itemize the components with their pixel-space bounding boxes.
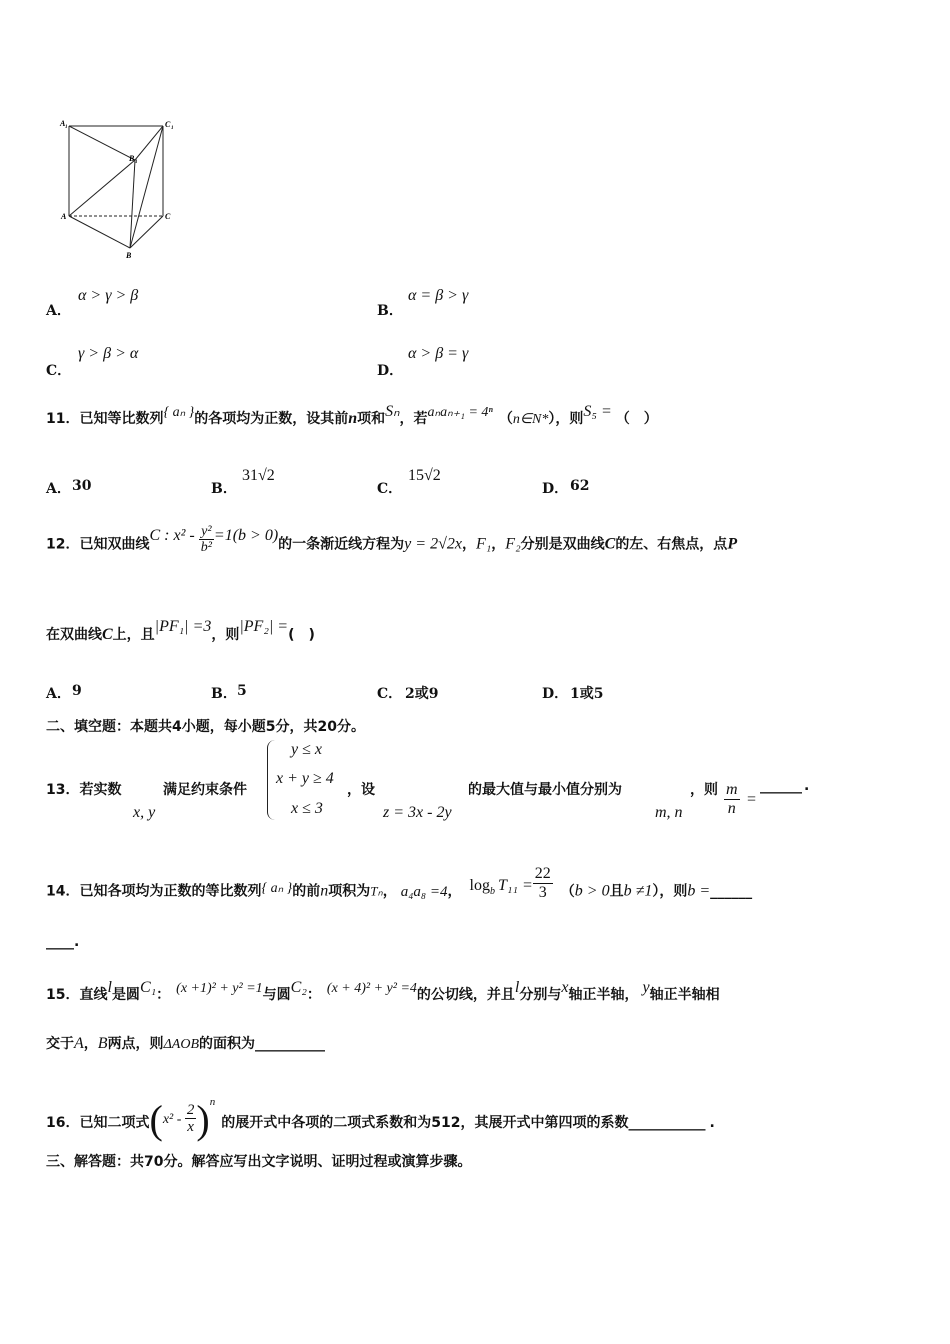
q14-blank-2[interactable]: ____. [46,934,80,950]
q13-fraction-den: n [727,799,736,817]
q14-text-8: ），则 [652,883,688,900]
section-2-heading: 二、填空题：本题共4小题，每小题5分，共20分。 [46,719,365,735]
q10-option-d-label: D． [377,363,404,379]
q13-text-4: 的最大值与最小值分别为 [468,782,622,798]
q11-option-d-label: D． [542,481,569,497]
q14-fraction-num: 22 [534,865,551,882]
q14-a4a8: a₄a₈ =4 [400,883,448,900]
q15-line2-text-1: 交于 [46,1036,74,1052]
q11-text-7: （ ） [615,411,658,427]
q14-sequence: { aₙ } [261,880,293,896]
label-A1-sub: 1 [65,125,68,130]
q11-n: n [348,410,358,427]
q14-tn: Tₙ [370,883,383,899]
q13-fraction-num: m [726,781,738,798]
q11-sn: Sₙ [385,403,400,420]
q13-equals: = [747,791,757,808]
q11-text-1: 11．已知等比数列 [46,411,164,427]
q10-option-a-expr: α > γ > β [78,287,139,304]
q12-line2-text-4: ( ) [288,627,315,643]
q15-line2-text-3: 两点，则 [107,1036,164,1052]
q13-text-2: 满足约束条件 [163,782,247,798]
q13-constraint-1: y ≤ x [291,741,322,758]
q15-y: y [642,979,650,996]
q13-system-brace [267,740,276,820]
q12-text-4: ， [491,536,506,553]
q10-option-c-label: C． [46,363,72,379]
q11-text-3: 项和 [357,411,386,427]
q15-text-1: 15．直线 [46,987,108,1003]
q12-fraction-den: b² [200,540,212,556]
q11-option-c-value: 15√2 [408,467,441,484]
q15-b: B [97,1035,108,1052]
q16-x2: x² - [162,1112,185,1127]
q12-p: P [727,535,738,553]
q11-option-a-label: A． [46,481,71,497]
q12-option-a-value: 9 [72,683,82,699]
q14-text-1: 14．已知各项均为正数的等比数列 [46,883,262,900]
q12-option-a-label: A． [46,686,71,702]
label-B: B [126,251,132,260]
q15-triangle: ΔAOB [163,1037,199,1052]
q16-text-1: 16．已知二项式 [46,1115,150,1131]
q15-l: l [107,979,112,996]
q12-line2-text-3: ，则 [211,627,240,643]
q11-condition: aₙaₙ₊₁ = 4ⁿ [427,405,493,420]
q13-z: z = 3x - 2y [383,804,452,821]
q10-option-b-expr: α = β > γ [408,287,469,304]
q12-option-d-label: D． [542,686,569,702]
q13-text-1: 13．若实数 [46,782,122,798]
q16-fraction-num: 2 [186,1101,195,1118]
q16-paren-close: ) [196,1097,210,1142]
q10-option-c-expr: γ > β > α [78,345,139,362]
q13-end: . [804,778,810,794]
q12-line2-text-1: 在双曲线 [46,627,102,643]
q14-text-3: 项积为 [328,883,371,900]
q11-text-6: ），则 [548,411,584,427]
q14-log: log [469,876,490,894]
q11-option-b-value: 31√2 [242,467,275,484]
q15-text-6: 的公切线，并且 [416,987,515,1003]
q10-option-d-expr: α > β = γ [408,345,469,362]
q14-text-2: 的前 [292,883,321,900]
q15-text-7: 分别与 [519,987,562,1003]
q14-fraction [533,865,553,901]
q12-asymptote: y = 2√2x [404,535,462,553]
q12-option-c-value: 2或9 [405,686,439,702]
label-B1: B [129,154,135,163]
q12-fraction-num: y² [199,524,214,540]
q12-line2-text-2: 上，且 [112,627,155,643]
prism-figure [55,112,185,262]
q12-f2: F₂ [505,535,521,553]
q11-domain: n∈N* [512,412,549,427]
q13-constraint-3: x ≤ 3 [291,800,323,817]
q12-stem-line2 [46,618,315,644]
q15-stem-line2 [46,1033,325,1053]
q16-stem [46,1090,715,1140]
q14-text-4: ， [382,883,397,900]
q12-option-c-label: C． [377,686,403,702]
q12-option-b-label: B． [211,686,237,702]
q15-text-3: ： [156,987,171,1003]
q16-paren-open: ( [149,1097,163,1142]
q12-stem [46,524,738,560]
q15-a: A [74,1035,84,1052]
q14-n: n [320,882,329,900]
q11-text-5: （ [498,411,513,427]
q12-text-5: 分别是双曲线 [520,536,605,553]
q15-x: x [561,979,569,996]
q11-sequence: { aₙ } [163,405,195,420]
q14-text-6: （ [560,883,575,900]
q16-blank[interactable]: ___________ [628,1115,706,1131]
label-B1-sub: 1 [135,160,138,165]
q14-text-5: ， [447,883,462,900]
label-C1: C [165,120,171,129]
q16-text-2: 的展开式中各项的二项式系数和为512，其展开式中第四项的系数 [221,1115,629,1131]
q13-mn: m, n [655,804,683,821]
label-A1: A [60,119,66,128]
q15-text-8: 轴正半轴， [568,987,639,1003]
q15-eq1: (x +1)² + y² =1 [176,981,263,996]
q14-stem [46,865,753,909]
q13-fraction [724,781,740,817]
q15-text-5: ： [306,987,321,1003]
q14-blank-1[interactable]: ______ [710,883,753,900]
q15-line2-text-2: ， [83,1036,98,1052]
q16-fraction-den: x [187,1119,194,1135]
q11-option-c-label: C． [377,481,403,497]
q14-b-not-one: b ≠1 [623,882,653,900]
q15-l2: l [514,979,520,996]
q10-option-b-label: B． [377,303,403,319]
q13-text-3: ，设 [347,782,375,798]
q14-t11: T₁₁ = [497,876,533,894]
q11-option-a-value: 30 [72,478,92,494]
q13-blank[interactable]: ______ [760,778,802,794]
q12-curve-rest: =1(b > 0) [213,527,279,545]
q15-stem [46,979,720,1004]
q15-c2: C₂ [290,979,307,996]
q12-fraction [199,524,214,556]
section-3-heading: 三、解答题：共70分。解答应写出文字说明、证明过程或演算步骤。 [46,1154,472,1170]
q15-eq2: (x + 4)² + y² =4 [326,981,417,996]
q12-text-3: ， [461,536,476,553]
q12-c: C [604,535,616,553]
q11-option-b-label: B． [211,481,237,497]
q13-xy: x, y [133,804,156,821]
label-C: C [165,212,171,221]
q15-text-2: 是圆 [111,987,140,1003]
q16-end: . [709,1115,715,1131]
q15-blank[interactable]: __________ [255,1036,325,1052]
label-A: A [61,212,67,221]
q11-s5: S₅ = [583,403,612,420]
q12-line2-c: C [102,626,113,643]
q14-b-positive: b > 0 [574,882,610,900]
q12-curve: C : x² - [149,527,199,545]
q10-option-a-label: A． [46,303,71,319]
q15-line2-text-4: 的面积为 [199,1036,255,1052]
q14-text-7: 且 [609,883,624,900]
q15-text-9: 轴正半轴相 [649,987,720,1003]
q14-log-base: b [489,885,495,897]
q11-stem [46,403,658,428]
q12-text-1: 12．已知双曲线 [46,536,150,553]
q14-b-eq: b = [687,882,711,900]
q12-text-2: 的一条渐近线方程为 [278,536,405,553]
q15-c1: C₁ [139,979,157,996]
q11-text-4: ，若 [399,411,428,427]
q11-text-2: 的各项均为正数，设其前 [194,411,349,427]
q13-constraint-2: x + y ≥ 4 [276,770,334,787]
label-C1-sub: 1 [171,126,174,131]
q11-option-d-value: 62 [570,478,590,494]
q12-text-6: 的左、右焦点，点 [615,536,728,553]
q15-text-4: 与圆 [262,987,291,1003]
q16-fraction [185,1102,197,1136]
q16-power: n [209,1096,216,1108]
q12-option-d-value: 1或5 [570,686,604,702]
q13-text-5: ，则 [690,782,718,798]
q12-f1: F₁ [475,535,492,553]
q14-fraction-den: 3 [538,883,547,901]
q12-pf2: |PF₂| = [239,618,289,635]
q12-option-b-value: 5 [237,683,247,699]
q12-pf1: |PF₁| =3 [154,618,212,635]
